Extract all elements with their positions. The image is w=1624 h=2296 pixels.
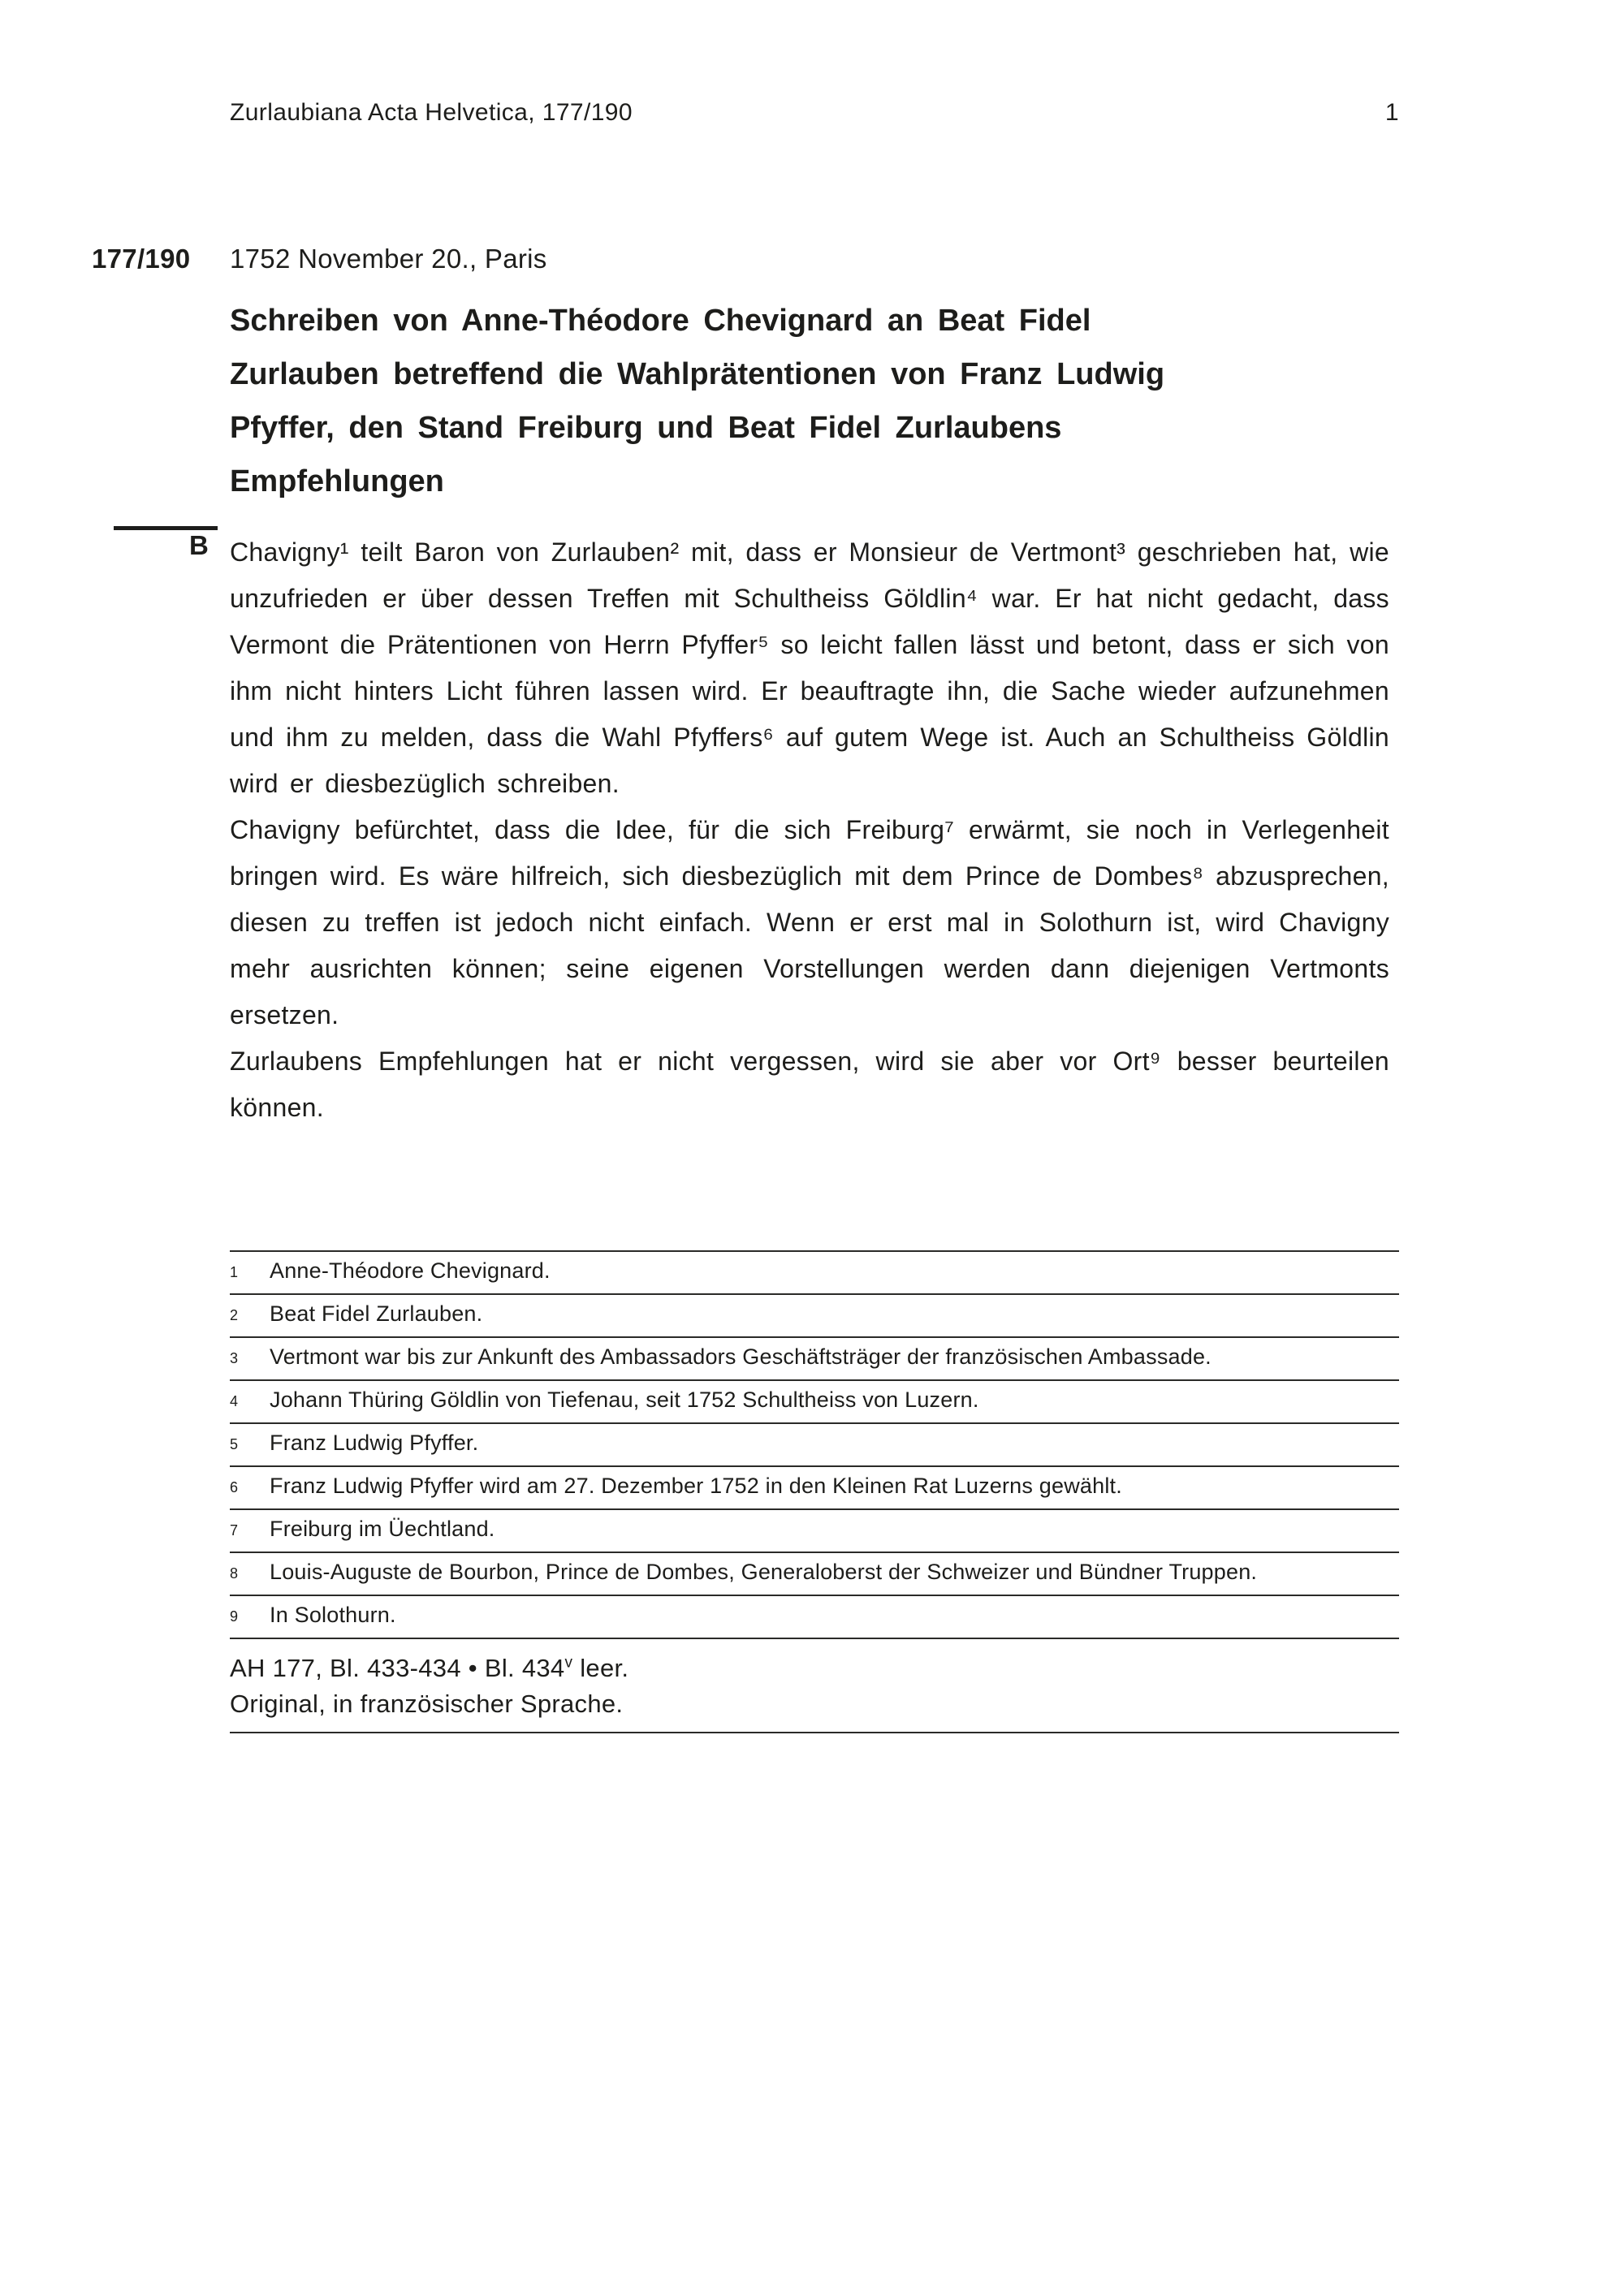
footnote-text: In Solothurn. <box>270 1603 396 1627</box>
page-header <box>230 99 1399 127</box>
entry-dateline: 1752 November 20., Paris <box>230 244 547 274</box>
footnote-text: Beat Fidel Zurlauben. <box>270 1301 483 1326</box>
footnote-item <box>230 1379 1399 1422</box>
entry-title <box>230 294 1334 508</box>
footnote-number: 8 <box>230 1565 239 1582</box>
entry-heading <box>92 244 1399 274</box>
footnote-number: 2 <box>230 1307 239 1323</box>
footnote-item <box>230 1250 1399 1293</box>
regest-paragraph: Chavigny¹ teilt Baron von Zurlauben² mit, dass er Monsieur de Vertmont³ geschrieben hat, wie unzufrieden er über dessen Treffen mit Schultheiss Göldlin⁴ war. Er hat nicht gedacht, dass Vermont die Prätentionen von Herrn Pfyffer⁵ so leicht fallen lässt und betont, dass er sich von ihm nicht hinters Licht führen lassen wird. Er beauftragte ihn, die Sache wieder aufzunehmen und ihm zu melden, dass die Wahl Pfyffers⁶ auf gutem Wege ist. Auch an Schultheiss Göldlin wird er diesbezüglich schreiben. <box>230 537 1389 798</box>
footnote-text: Vertmont war bis zur Ankunft des Ambassadors Geschäftsträger der französischen Ambassade. <box>270 1344 1212 1369</box>
source-superscript: v <box>564 1654 573 1672</box>
page-number: 1 <box>1384 99 1399 126</box>
source-shelfmark <box>230 1651 1399 1686</box>
footnote-number: 3 <box>230 1350 239 1366</box>
regest-paragraph: Chavigny befürchtet, dass die Idee, für die sich Freiburg⁷ erwärmt, sie noch in Verlegenheit bringen wird. Es wäre hilfreich, sich diesbezüglich mit dem Prince de Dombes⁸ abzusprechen, diesen zu treffen ist jedoch nicht einfach. Wenn er erst mal in Solothurn ist, wird Chavigny mehr ausrichten können; seine eigenen Vorstellungen werden dann diejenigen Vertmonts ersetzen. <box>230 815 1389 1029</box>
footnote-text: Louis-Auguste de Bourbon, Prince de Dombes, Generaloberst der Schweizer und Bündner Truppen. <box>270 1560 1258 1584</box>
entry-title-line: Empfehlungen <box>230 464 444 498</box>
footnote-item <box>230 1422 1399 1465</box>
source-language: Original, in französischer Sprache. <box>230 1690 624 1718</box>
regest-text <box>230 529 1389 1131</box>
entry-number: 177/190 <box>92 244 191 274</box>
footnotes-and-source <box>230 1250 1399 1733</box>
source-shelfmark-text: AH 177, Bl. 433-434 • Bl. 434 <box>230 1654 565 1682</box>
regest-paragraph: Zurlaubens Empfehlungen hat er nicht vergessen, wird sie aber vor Ort⁹ besser beurteilen können. <box>230 1047 1389 1122</box>
entry-title-line: Schreiben von Anne-Théodore Chevignard an Beat Fidel <box>230 304 1091 338</box>
section-letter: B <box>189 530 209 560</box>
footnote-item <box>230 1508 1399 1552</box>
footnote-item <box>230 1465 1399 1508</box>
footnote-number: 1 <box>230 1264 239 1280</box>
footnote-text: Johann Thüring Göldlin von Tiefenau, seit 1752 Schultheiss von Luzern. <box>270 1388 979 1412</box>
footnote-number: 6 <box>230 1479 239 1495</box>
footnote-item <box>230 1336 1399 1379</box>
source-shelfmark-tail: leer. <box>572 1654 629 1682</box>
footnote-item <box>230 1293 1399 1336</box>
entry-title-line: Pfyffer, den Stand Freiburg und Beat Fidel Zurlaubens <box>230 411 1062 445</box>
footnote-text: Franz Ludwig Pfyffer. <box>270 1431 479 1455</box>
running-title: Zurlaubiana Acta Helvetica, 177/190 <box>230 99 633 126</box>
footnote-text: Freiburg im Üechtland. <box>270 1517 495 1541</box>
footnote-item <box>230 1595 1399 1638</box>
entry-title-line: Zurlauben betreffend die Wahlprätentionen von Franz Ludwig <box>230 357 1165 391</box>
source-note <box>230 1651 1399 1733</box>
footnote-item <box>230 1552 1399 1595</box>
footnote-text: Anne-Théodore Chevignard. <box>270 1258 551 1283</box>
footnote-number: 5 <box>230 1436 239 1452</box>
footnote-number: 9 <box>230 1608 239 1625</box>
footnote-number: 7 <box>230 1522 239 1539</box>
footnote-text: Franz Ludwig Pfyffer wird am 27. Dezember 1752 in den Kleinen Rat Luzerns gewählt. <box>270 1474 1122 1498</box>
footnote-list <box>230 1250 1399 1639</box>
footnote-number: 4 <box>230 1393 239 1409</box>
